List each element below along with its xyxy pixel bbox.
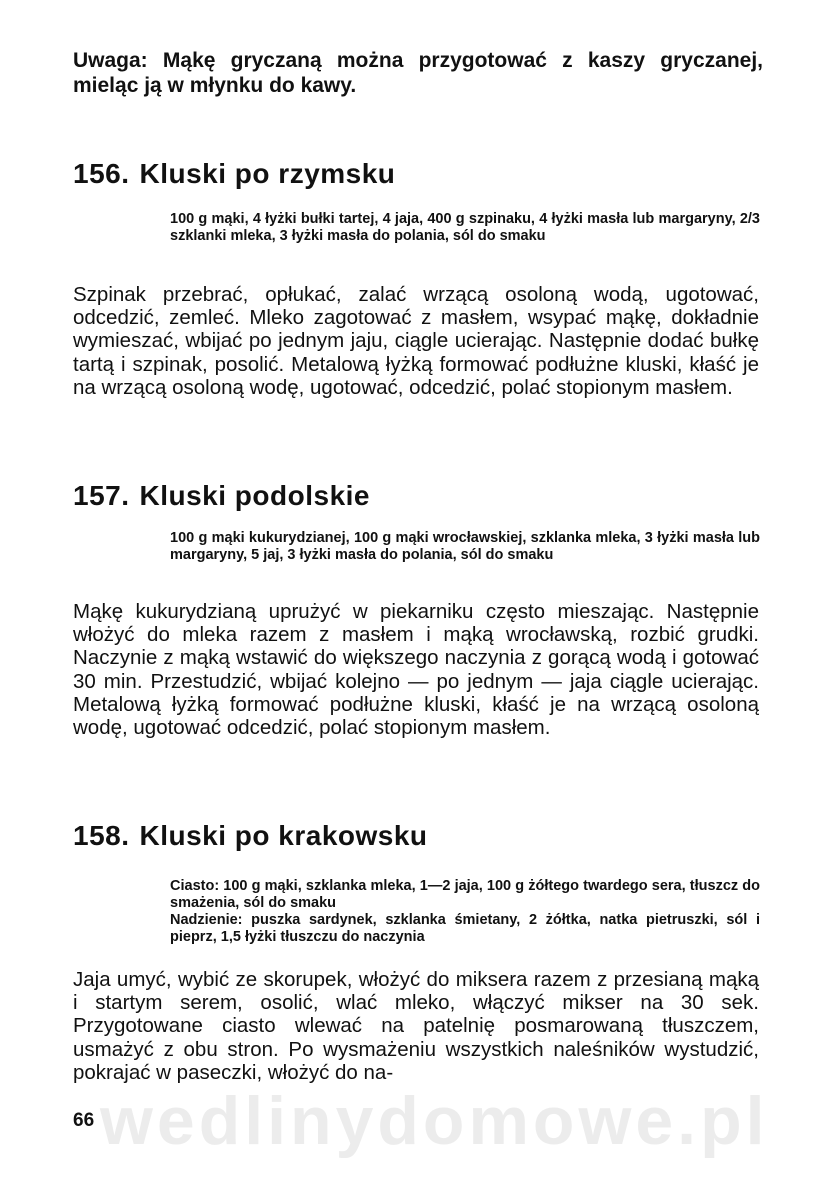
recipe-name: Kluski po krakowsku <box>139 820 428 851</box>
recipe-157-ingredients <box>170 530 760 564</box>
dough-text: 100 g mąki, szklanka mleka, 1—2 jaja, 100 g żółtego twardego sera, tłuszcz do smażenia, sól do smaku <box>170 878 760 911</box>
recipe-158-method: Jaja umyć, wybić ze skorupek, włożyć do miksera razem z przesianą mąką i startym serem, osolić, wlać mleko, włączyć mikser na 30 sek. Przygotowane ciasto wlewać na patelnię posmarowaną tłuszczem, usmażyć z obu stron. Po wysmażeniu wszystkich naleśników wystudzić, pokrajać w paseczki, włożyć do na- <box>73 968 759 1084</box>
note-label: Uwaga: <box>73 49 148 72</box>
recipe-158-ingredients <box>170 878 760 946</box>
recipe-number: 158. <box>73 820 130 851</box>
filling-text: puszka sardynek, szklanka śmietany, 2 żółtka, natka pietruszki, sól i pieprz, 1,5 łyżki tłuszczu do naczynia <box>170 912 760 945</box>
recipe-156-method: Szpinak przebrać, opłukać, zalać wrzącą osoloną wodą, ugotować, odcedzić, zemleć. Mleko zagotować z masłem, wsypać mąkę, dokładnie wymieszać, wbijać po jednym jaju, ciągle ucierając. Następnie dodać bułkę tartą i szpinak, posolić. Metalową łyżką formować podłużne kluski, kłaść je na wrzącą osoloną wodę, ugotować, odcedzić, polać stopionym masłem. <box>73 283 759 399</box>
recipe-157-method: Mąkę kukurydzianą uprużyć w piekarniku często mieszając. Następnie włożyć do mleka razem z masłem i mąką wrocławską, rozbić grudki. Naczynie z mąką wstawić do większego naczynia z gorącą wodą i gotować 30 min. Przestudzić, wbijać kolejno — po jednym — jaja ciągle ucierając. Metalową łyżką formować podłużne kluski, kłaść je na wrzącą osoloną wodę, ugotować odcedzić, polać stopionym masłem. <box>73 600 759 740</box>
recipe-name: Kluski po rzymsku <box>139 158 396 189</box>
dough-ingredients <box>170 878 760 912</box>
recipe-number: 156. <box>73 158 130 189</box>
recipe-name: Kluski podolskie <box>139 480 370 511</box>
page-number: 66 <box>73 1110 95 1131</box>
recipe-number: 157. <box>73 480 130 511</box>
note-text: Mąkę gryczaną można przygotować z kaszy gryczanej, mieląc ją w młynku do kawy. <box>73 49 763 97</box>
note-paragraph <box>73 48 763 98</box>
ingredients-text: 100 g mąki, 4 łyżki bułki tartej, 4 jaja, 400 g szpinaku, 4 łyżki masła lub margaryny, 2/3 szklanki mleka, 3 łyżki masła do polania, sól do smaku <box>170 211 760 244</box>
watermark: wedlinydomowe.pl <box>100 1083 769 1159</box>
recipe-157-title <box>73 480 370 512</box>
filling-ingredients <box>170 912 760 946</box>
recipe-156-ingredients <box>170 211 760 245</box>
recipe-156-title <box>73 158 395 190</box>
recipe-158-title <box>73 820 428 852</box>
dough-label: Ciasto: <box>170 878 220 894</box>
ingredients-text: 100 g mąki kukurydzianej, 100 g mąki wrocławskiej, szklanka mleka, 3 łyżki masła lub margaryny, 5 jaj, 3 łyżki masła do polania, sól do smaku <box>170 530 760 563</box>
filling-label: Nadzienie: <box>170 912 243 928</box>
